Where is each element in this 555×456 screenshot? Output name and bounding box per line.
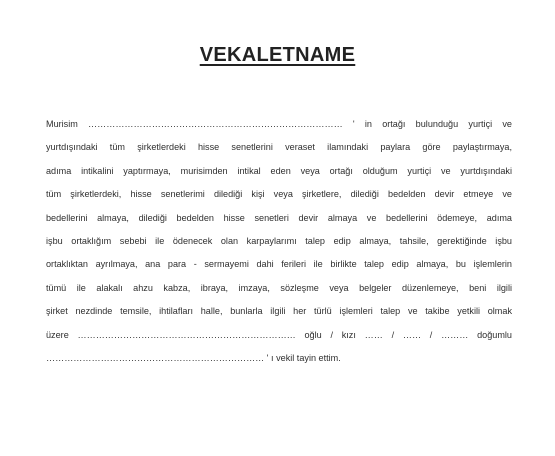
body-line: ortaklıktan ayrılmaya, ana para - sermayemi dahi ferileri ile birlikte talep edip almaya, bu işlemlerin xyxy=(46,259,512,270)
body-line: tüm şirketlerdeki, hisse senetlerimi dilediği kişi veya şirketlere, dilediği bedelden devir etmeye ve xyxy=(46,189,512,200)
body-line: işbu ortaklığım sebebi ile ödenecek olan karpaylarımı talep edip almaya, tahsile, gerektiğinde işbu xyxy=(46,235,512,246)
body-line: tümü ile alakalı ahzu kabza, ibraya, imzaya, sözleşme veya belgeler düzenlemeye, beni ilgili xyxy=(46,282,512,293)
document-title: VEKALETNAME xyxy=(199,44,356,66)
body-line: üzere ……………………………………………………………… oğlu / kızı …… / …… / ……… doğumlu xyxy=(46,329,512,340)
body-line-last: ……………………………………………………………… ' ı vekil tayin ettim. xyxy=(46,352,341,363)
body-line: adıma intikalini yaptırmaya, murisimden intikal eden veya ortağı olduğum yurtiçi ve yurtdışındaki xyxy=(46,165,512,176)
body-line: yurtdışındaki tüm şirketlerdeki hisse senetlerini veraset ilamındaki paylara göre paylaştırmaya, xyxy=(46,142,512,153)
body-line: şirket nezdinde temsile, ihtilafları halle, bunlarla ilgili her türlü işlemleri talep ve takibe yetkili olmak xyxy=(46,306,512,317)
body-line: bedellerini almaya, dilediği bedelden hisse senetleri devir almaya ve bedellerini ödemeye, adıma xyxy=(46,212,512,223)
body-line: Murisim ………………………………………………………………………… ' in ortağı bulunduğu yurtiçi ve xyxy=(46,119,512,129)
document-body xyxy=(46,113,512,370)
